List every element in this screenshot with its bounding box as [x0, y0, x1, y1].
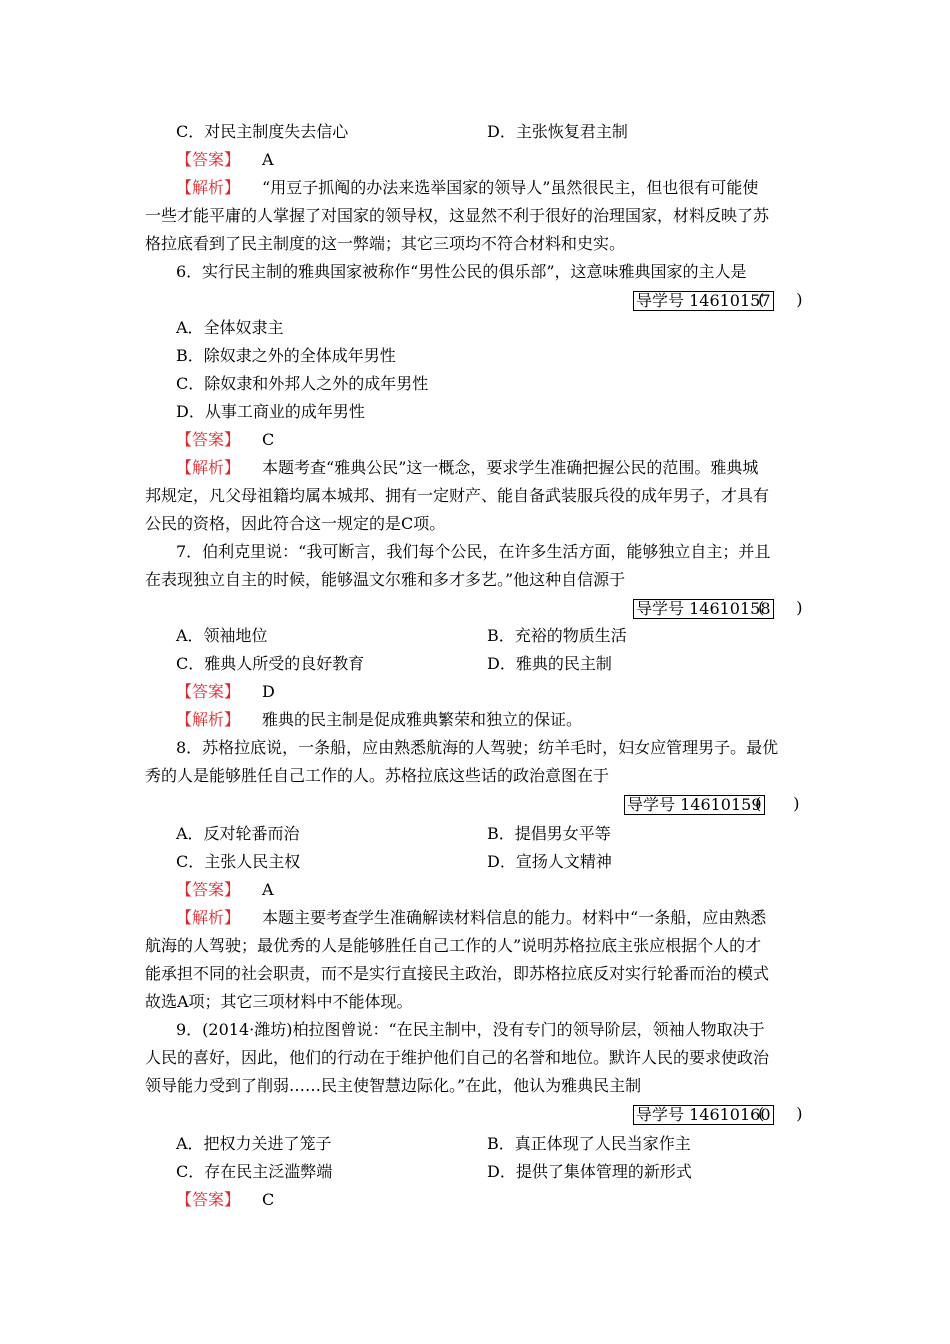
- q9-answer-line: [176, 1190, 274, 1210]
- q7-answer: D: [262, 682, 275, 701]
- q5-analysis-line-1: [176, 178, 758, 198]
- q6-option-b: B．除奴隶之外的全体成年男性: [176, 346, 396, 365]
- q9-ref-box: 导学号 14610160: [633, 1105, 774, 1125]
- analysis-tag: 【解析】: [176, 710, 241, 729]
- q6-answer-paren: ( ): [758, 290, 803, 309]
- answer-tag: 【答案】: [176, 1190, 241, 1209]
- q8-option-d: D．宣扬人文精神: [487, 852, 612, 871]
- q6-ref-box: 导学号 14610157: [633, 291, 774, 311]
- q5-analysis-line-3: 格拉底看到了民主制度的这一弊端；其它三项均不符合材料和史实。: [145, 234, 626, 253]
- q8-option-c: C．主张人民主权: [176, 852, 301, 871]
- q7-stem-line-1: 7．伯利克里说：“我可断言，我们每个公民，在许多生活方面，能够独立自主；并且: [176, 542, 771, 561]
- q7-analysis-line-1: [176, 710, 582, 730]
- q7-ref-box: 导学号 14610158: [633, 599, 774, 619]
- q7-option-a: A．领袖地位: [176, 626, 268, 645]
- q8-stem-line-1: 8．苏格拉底说，一条船，应由熟悉航海的人驾驶；纺羊毛时，妇女应管理男子。最优: [176, 738, 779, 757]
- answer-tag: 【答案】: [176, 150, 241, 169]
- q6-option-a: A．全体奴隶主: [176, 318, 284, 337]
- q8-analysis-line-4: 故选A项；其它三项材料中不能体现。: [145, 992, 413, 1011]
- q7-option-c: C．雅典人所受的良好教育: [176, 654, 365, 673]
- q6-option-c: C．除奴隶和外邦人之外的成年男性: [176, 374, 429, 393]
- q6-answer: C: [262, 430, 275, 449]
- analysis-tag: 【解析】: [176, 458, 241, 477]
- q8-option-a: A．反对轮番而治: [176, 824, 300, 843]
- q6-stem-line-1: 6．实行民主制的雅典国家被称作“男性公民的俱乐部”，这意味雅典国家的主人是: [176, 262, 747, 281]
- q6-analysis-line-1: [176, 458, 758, 478]
- q8-analysis-line-2: 航海的人驾驶；最优秀的人是能够胜任自己工作的人”说明苏格拉底主张应根据个人的才: [145, 936, 762, 955]
- q5-answer-line: [176, 150, 274, 170]
- q8-analysis-text: 本题主要考查学生准确解读材料信息的能力。材料中“一条船，应由熟悉: [262, 908, 767, 927]
- q5-answer: A: [262, 150, 274, 169]
- q9-answer: C: [262, 1190, 275, 1209]
- q5-option-d: D．主张恢复君主制: [487, 122, 628, 141]
- q8-analysis-line-1: [176, 908, 766, 928]
- q8-answer-line: [176, 880, 274, 900]
- answer-tag: 【答案】: [176, 682, 241, 701]
- q9-option-c: C．存在民主泛滥弊端: [176, 1162, 333, 1181]
- q8-analysis-line-3: 能承担不同的社会职责，而不是实行直接民主政治，即苏格拉底反对实行轮番而治的模式: [145, 964, 770, 983]
- answer-tag: 【答案】: [176, 880, 241, 899]
- q8-ref-box: 导学号 14610159: [624, 795, 765, 815]
- q8-answer-paren: ( ): [755, 794, 800, 813]
- q5-option-c: C．对民主制度失去信心: [176, 122, 349, 141]
- q7-option-d: D．雅典的民主制: [487, 654, 612, 673]
- q9-stem-line-2: 人民的喜好，因此，他们的行动在于维护他们自己的名誉和地位。默许人民的要求使政治: [145, 1048, 770, 1067]
- q6-analysis-line-2: 邦规定，凡父母祖籍均属本城邦、拥有一定财产、能自备武装服兵役的成年男子，才具有: [145, 486, 770, 505]
- q7-option-b: B．充裕的物质生活: [487, 626, 627, 645]
- q5-analysis-text: “用豆子抓阄的办法来选举国家的领导人”虽然很民主，但也很有可能使: [262, 178, 759, 197]
- answer-tag: 【答案】: [176, 430, 241, 449]
- q7-analysis-text: 雅典的民主制是促成雅典繁荣和独立的保证。: [262, 710, 583, 729]
- q7-answer-line: [176, 682, 275, 702]
- q7-stem-line-2: 在表现独立自主的时候，能够温文尔雅和多才多艺。”他这种自信源于: [145, 570, 626, 589]
- q9-stem-line-3: 领导能力受到了削弱……民主使智慧边际化。”在此，他认为雅典民主制: [145, 1076, 642, 1095]
- q9-option-a: A．把权力关进了笼子: [176, 1134, 332, 1153]
- analysis-tag: 【解析】: [176, 178, 241, 197]
- q8-stem-line-2: 秀的人是能够胜任自己工作的人。苏格拉底这些话的政治意图在于: [145, 766, 610, 785]
- q5-analysis-line-2: 一些才能平庸的人掌握了对国家的领导权，这显然不利于很好的治理国家，材料反映了苏: [145, 206, 770, 225]
- q9-stem-line-1: 9．(2014·潍坊)柏拉图曾说：“在民主制中，没有专门的领导阶层，领袖人物取决于: [176, 1020, 765, 1039]
- analysis-tag: 【解析】: [176, 908, 241, 927]
- q9-option-b: B．真正体现了人民当家作主: [487, 1134, 691, 1153]
- q6-answer-line: [176, 430, 274, 450]
- q9-option-d: D．提供了集体管理的新形式: [487, 1162, 692, 1181]
- q8-answer: A: [262, 880, 274, 899]
- q6-option-d: D．从事工商业的成年男性: [176, 402, 365, 421]
- q8-option-b: B．提倡男女平等: [487, 824, 611, 843]
- q9-answer-paren: ( ): [758, 1104, 803, 1123]
- q7-answer-paren: ( ): [758, 598, 803, 617]
- q6-analysis-text: 本题考查“雅典公民”这一概念，要求学生准确把握公民的范围。雅典城: [262, 458, 759, 477]
- q6-analysis-line-3: 公民的资格，因此符合这一规定的是C项。: [145, 514, 446, 533]
